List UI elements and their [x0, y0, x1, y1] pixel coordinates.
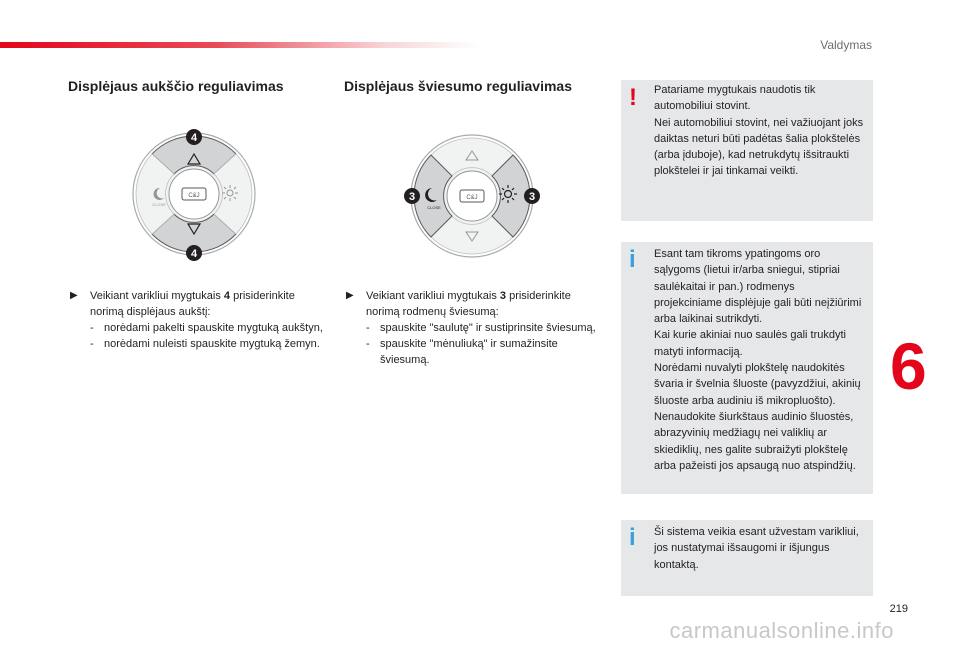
- brightness-control-diagram: [402, 130, 542, 262]
- brightness-instructions: [344, 288, 598, 368]
- warning-icon: !: [629, 84, 637, 111]
- info-text-1: Esant tam tikroms ypatingoms oro sąlygoms (lietui ir/arba sniegui, stipriai saulėkaitai ir pan.) rodmenys projekciniame displėjuje gali būti neįžiūrimi arba laikinai sutrikdyti. Kai kurie akiniai nuo saulės gali trukdyti matyti informaciją. Norėdami nuvalyti plokštelę naudokitės švaria ir švelnia šluoste (pavyzdžiui, akinių šluoste arba audiniu iš mikropluošto). Nenaudokite šiurkštaus audinio šluostės, abrazyvinių medžiagų nei valiklių ar skiediklių, nes galite subraižyti plokštelę arba pažeisti jos apsaugą nuo atspindžių.: [654, 248, 862, 472]
- info-text-2: Ši sistema veikia esant užvestam varikliui, jos nustatymai išsaugomi ir išjungus kontaktą.: [654, 526, 859, 571]
- badge-bottom: 4: [190, 248, 198, 260]
- list-item: - spauskite "mėnuliuką" ir sumažinsite šviesumą.: [366, 338, 558, 366]
- bullet-arrow-icon: ▶︎: [70, 290, 78, 301]
- center-label: C&J: [188, 193, 200, 199]
- warning-note: [621, 80, 873, 221]
- info-note-2: [621, 520, 873, 596]
- center-label: C&J: [466, 195, 478, 201]
- brightness-intro: ▶︎ Veikiant varikliui mygtukais 3 prisiderinkite norimą rodmenų šviesumą:: [346, 290, 571, 318]
- badge-left: 3: [408, 191, 416, 203]
- warning-text: Patariame mygtukais naudotis tik automobiliui stovint. Nei automobiliui stovint, nei važiuojant joks daiktas neturi būti padėtas šalia plokštelės (arba įduboje), kad netrukdytų išsitraukti plokštelei ir jai tinkamai veikti.: [654, 84, 864, 178]
- section-title: Valdymas: [820, 38, 872, 52]
- page-number: 219: [889, 603, 908, 615]
- info-icon: i: [629, 246, 636, 273]
- list-item: - spauskite "saulutę" ir sustiprinsite šviesumą,: [366, 322, 596, 334]
- close-label: CLOSE: [427, 205, 441, 210]
- height-instructions: [68, 288, 324, 352]
- height-intro: ▶︎ Veikiant varikliui mygtukais 4 prisiderinkite norimą displėjaus aukštį:: [70, 290, 295, 318]
- badge-top: 4: [190, 132, 198, 144]
- header-accent-bar: [0, 42, 480, 48]
- list-item: - norėdami pakelti spauskite mygtuką aukštyn,: [90, 322, 323, 334]
- badge-right: 3: [528, 191, 536, 203]
- height-control-diagram: [128, 126, 260, 262]
- watermark: carmanualsonline.info: [669, 618, 894, 643]
- height-heading: Displėjaus aukščio reguliavimas: [68, 78, 284, 94]
- close-label: CLOSE: [152, 202, 166, 207]
- chapter-number: 6: [890, 329, 927, 403]
- bullet-arrow-icon: ▶︎: [346, 290, 354, 301]
- info-note-1: [621, 242, 873, 494]
- list-item: - norėdami nuleisti spauskite mygtuką žemyn.: [90, 338, 320, 350]
- brightness-heading: Displėjaus šviesumo reguliavimas: [344, 78, 572, 94]
- info-icon: i: [629, 524, 636, 551]
